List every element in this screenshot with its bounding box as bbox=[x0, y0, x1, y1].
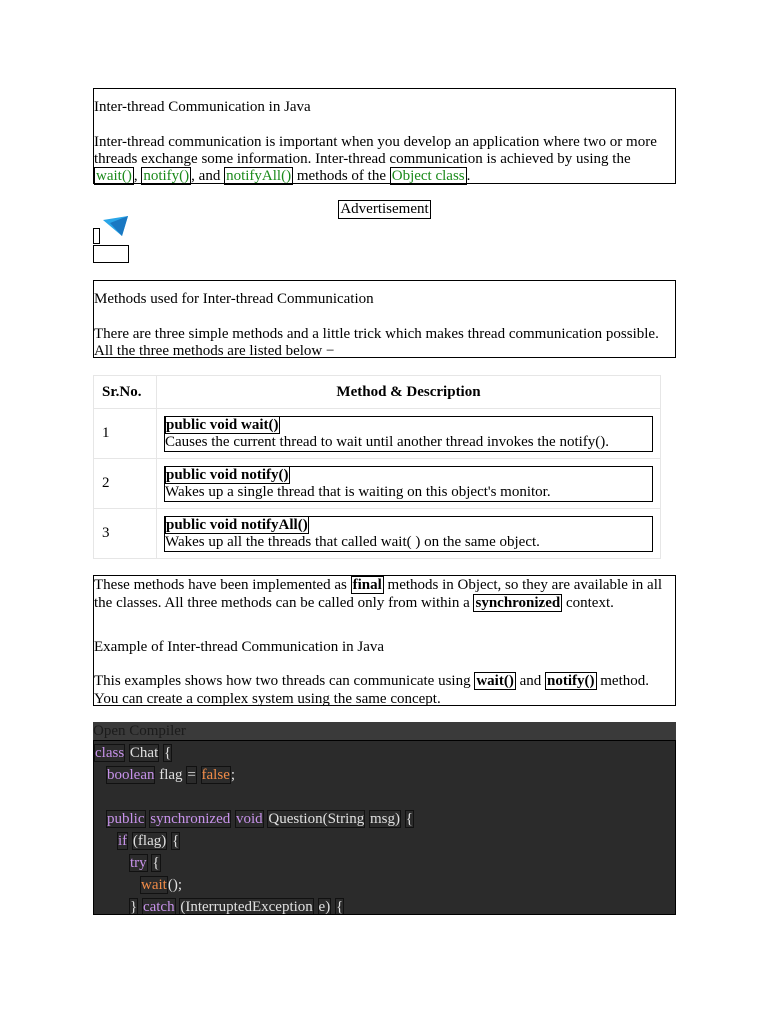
code-line bbox=[106, 766, 235, 784]
code-line bbox=[117, 832, 180, 850]
notify-keyword: notify() bbox=[547, 673, 595, 689]
column-header-srno: Sr.No. bbox=[94, 376, 157, 409]
intro-text-end: . bbox=[466, 168, 471, 184]
code-block[interactable] bbox=[93, 740, 676, 915]
code-token: catch bbox=[142, 899, 175, 915]
code-token: { bbox=[405, 811, 413, 827]
table-row bbox=[94, 459, 661, 509]
intro-text bbox=[94, 134, 676, 185]
notifyall-link[interactable]: notifyAll() bbox=[226, 168, 292, 184]
text-segment: These methods have been implemented as bbox=[94, 577, 351, 593]
methods-section bbox=[93, 280, 676, 358]
method-table bbox=[93, 375, 661, 559]
code-token: ; bbox=[230, 767, 236, 783]
text-segment: and bbox=[515, 673, 546, 689]
method-description bbox=[164, 466, 653, 502]
code-token: { bbox=[152, 855, 160, 871]
code-token: (flag) bbox=[132, 833, 167, 849]
intro-section bbox=[93, 88, 676, 184]
row-number: 1 bbox=[94, 409, 157, 459]
code-token: Question(String bbox=[268, 811, 365, 827]
intro-text-before: Inter-thread communication is important when you develop an application where two or more threads exchange some information. Inter-thread communication is achieved by using the bbox=[94, 134, 657, 167]
code-token: { bbox=[171, 833, 180, 849]
code-token: void bbox=[235, 811, 263, 827]
object-class-link[interactable]: Object class bbox=[391, 168, 465, 184]
row-number: 2 bbox=[94, 459, 157, 509]
row-description-cell bbox=[157, 409, 661, 459]
code-token: flag bbox=[155, 767, 187, 783]
code-token: (InterruptedException bbox=[180, 899, 313, 915]
table-row bbox=[94, 409, 661, 459]
row-description-cell bbox=[157, 459, 661, 509]
row-description-cell bbox=[157, 509, 661, 559]
text-segment: methods in Object, so they are available in all the classes. All three methods can be called only from within a bbox=[94, 577, 663, 611]
intro-title: Inter-thread Communication in Java bbox=[94, 99, 311, 115]
code-line bbox=[129, 854, 161, 872]
implementation-text bbox=[94, 576, 676, 612]
code-token: false bbox=[201, 767, 230, 783]
advertisement-label: Advertisement bbox=[338, 200, 431, 219]
code-token: class bbox=[95, 745, 125, 761]
wait-link[interactable]: wait() bbox=[96, 168, 132, 184]
table-header-row bbox=[94, 376, 661, 409]
code-token: wait bbox=[141, 877, 167, 893]
code-token: if bbox=[118, 833, 128, 849]
code-line bbox=[129, 898, 344, 915]
open-compiler-button[interactable]: Open Compiler bbox=[93, 722, 676, 740]
ad-frame[interactable] bbox=[93, 245, 129, 263]
code-token: e) bbox=[318, 899, 331, 915]
method-description bbox=[164, 516, 653, 552]
method-name: public void notifyAll() bbox=[166, 516, 308, 533]
method-name: public void notify() bbox=[166, 466, 289, 483]
ad-frame-small bbox=[93, 228, 100, 244]
intro-sep: , bbox=[133, 168, 142, 184]
intro-sep: , and bbox=[191, 168, 225, 184]
methods-title: Methods used for Inter-thread Communication bbox=[94, 291, 374, 307]
notify-link[interactable]: notify() bbox=[143, 168, 190, 184]
code-token: boolean bbox=[107, 767, 155, 783]
table-row bbox=[94, 509, 661, 559]
code-token: synchronized bbox=[150, 811, 231, 827]
code-line bbox=[106, 810, 414, 828]
method-desc-text: Wakes up a single thread that is waiting on this object's monitor. bbox=[165, 483, 551, 500]
text-segment: context. bbox=[562, 595, 614, 611]
method-desc-text: Causes the current thread to wait until another thread invokes the notify(). bbox=[165, 433, 610, 450]
example-title: Example of Inter-thread Communication in Java bbox=[94, 639, 385, 655]
example-text bbox=[94, 672, 676, 708]
code-token: msg) bbox=[370, 811, 400, 827]
implementation-section bbox=[93, 575, 676, 706]
code-token: try bbox=[130, 855, 147, 871]
ad-logo-icon[interactable] bbox=[100, 214, 130, 242]
text-segment: This examples shows how two threads can communicate using bbox=[94, 673, 475, 689]
code-token: Chat bbox=[129, 745, 159, 761]
code-token: public bbox=[107, 811, 145, 827]
methods-text: There are three simple methods and a little trick which makes thread communication possible. All the three methods are listed below − bbox=[94, 326, 659, 359]
code-token: } bbox=[130, 899, 138, 915]
method-name: public void wait() bbox=[166, 416, 279, 433]
code-token: (); bbox=[167, 877, 182, 893]
code-token: = bbox=[187, 767, 196, 783]
intro-text-middle: methods of the bbox=[293, 168, 390, 184]
text-segment: method. You can create a complex system using the same concept. bbox=[94, 673, 650, 707]
code-token: { bbox=[335, 899, 344, 915]
synchronized-keyword: synchronized bbox=[475, 595, 561, 611]
wait-keyword: wait() bbox=[476, 673, 514, 689]
code-line bbox=[140, 876, 182, 894]
method-description bbox=[164, 416, 653, 452]
method-desc-text: Wakes up all the threads that called wait( ) on the same object. bbox=[165, 533, 540, 550]
column-header-method: Method & Description bbox=[157, 376, 661, 409]
code-token: { bbox=[164, 745, 172, 761]
row-number: 3 bbox=[94, 509, 157, 559]
final-keyword: final bbox=[352, 577, 382, 593]
code-line bbox=[94, 744, 172, 762]
